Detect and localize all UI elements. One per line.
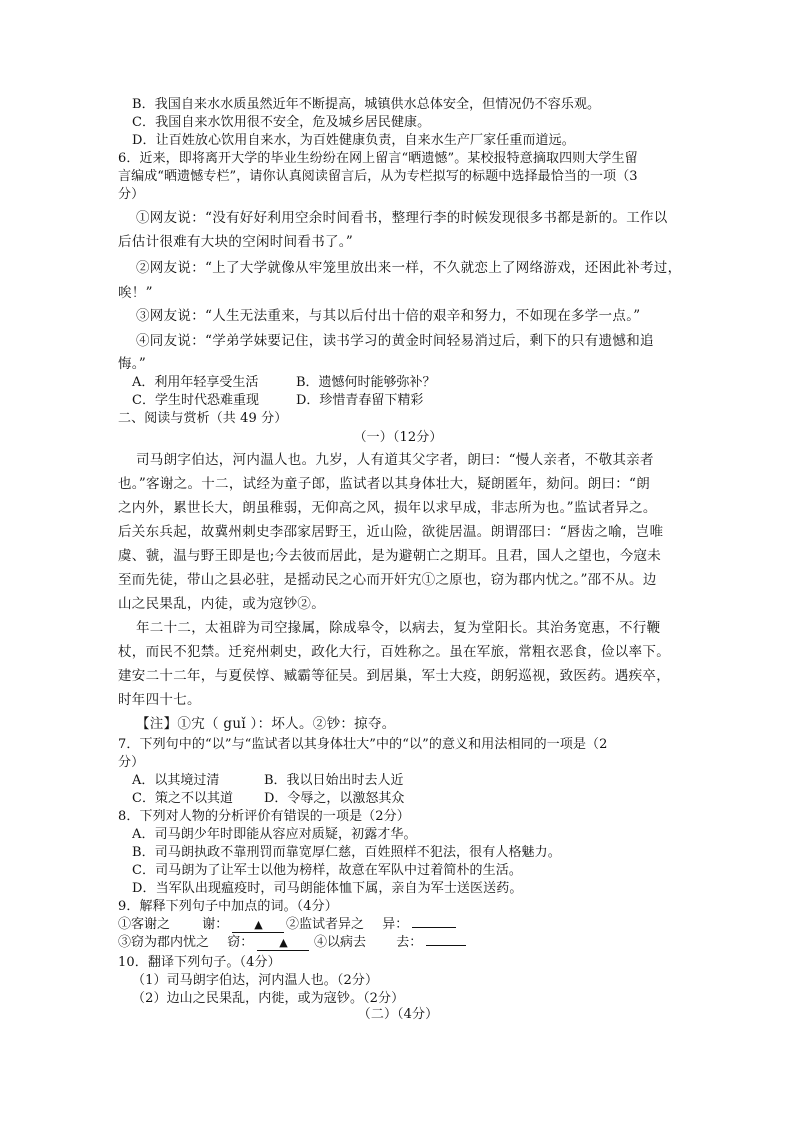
q9-item-4-key: 去： bbox=[396, 935, 423, 950]
q5-option-c: C．我国自来水饮用很不安全，危及城乡居民健康。 bbox=[132, 115, 431, 130]
q9-item-1-phrase: ①客谢之 bbox=[118, 917, 171, 932]
q5-option-b: B．我国自来水水质虽然近年不断提高，城镇供水总体安全，但情况仍不容乐观。 bbox=[132, 97, 601, 112]
q6-comment-2b: 唉！” bbox=[118, 285, 153, 301]
q7-option-b: B．我以日始出时去人近 bbox=[264, 773, 404, 788]
q6-comment-2a: ②网友说：“上了大学就像从牢笼里放出来一样，不久就恋上了网络游戏，还困此补考过， bbox=[136, 260, 682, 276]
passage-p2-line4: 时年四十七。 bbox=[118, 692, 201, 708]
q7-stem-line1: 7．下列句中的“以”与“监试者以其身体壮大”中的“以”的意义和用法相同的一项是（2 bbox=[118, 737, 608, 752]
q6-option-c: C．学生时代恐难重现 bbox=[132, 393, 259, 408]
q7-option-a: A．以其境过清 bbox=[132, 773, 220, 788]
q9-stem: 9．解释下列句子中加点的词。（4分） bbox=[118, 899, 338, 914]
q9-item-2-key: 异： bbox=[382, 917, 409, 932]
q8-option-c: C．司马朗为了让军士以他为榜样，故意在军队中过着简朴的生活。 bbox=[132, 863, 522, 878]
q9-item-4 bbox=[314, 934, 466, 952]
q8-stem: 8．下列对人物的分析评价有错误的一项是（2分） bbox=[118, 809, 410, 824]
q6-stem-line2: 言编成“晒遗憾专栏”，请你认真阅读留言后，从为专栏拟写的标题中选择最恰当的一项（3 bbox=[118, 169, 638, 184]
q6-stem-line1: 6．近来，即将离开大学的毕业生纷纷在网上留言“晒遗憾”。某校报特意摘取四则大学生留 bbox=[118, 151, 638, 166]
q9-item-2-phrase: ②监试者异之 bbox=[286, 917, 365, 932]
q6-option-d: D．珍惜青春留下精彩 bbox=[296, 393, 424, 408]
q9-item-3-phrase: ③窃为郡内忧之 bbox=[118, 935, 210, 950]
q6-option-a: A．利用年轻享受生活 bbox=[132, 375, 259, 390]
q8-option-b: B．司马朗执政不靠刑罚而靠宽厚仁慈，百姓照样不犯法，很有人格魅力。 bbox=[132, 845, 561, 860]
q6-option-b: B．遗憾何时能够弥补？ bbox=[296, 375, 436, 390]
q7-option-d: D．令辱之，以激怒其众 bbox=[264, 791, 405, 806]
triangle-marker-icon: ▲ bbox=[254, 918, 263, 931]
q9-answer-blank-2[interactable] bbox=[412, 927, 456, 928]
q9-item-3 bbox=[118, 934, 309, 952]
passage-p1-line2: 也。”客谢之。十二，试经为童子郎，监试者以其身体壮大，疑朗匿年，劾问。朗曰：“朗 bbox=[118, 476, 651, 492]
passage-p2-line2: 杖，而民不犯禁。迁兖州刺史，政化大行，百姓称之。虽在军旅，常粗衣恶食，俭以率下。 bbox=[118, 644, 670, 660]
q9-answer-blank-3[interactable] bbox=[257, 936, 309, 951]
q9-answer-blank-1[interactable] bbox=[232, 918, 284, 933]
q6-stem-line3: 分） bbox=[118, 187, 145, 202]
part1-heading: （一）（12分） bbox=[353, 430, 443, 445]
q7-option-c: C．策之不以其道 bbox=[132, 791, 233, 806]
q9-item-4-phrase: ④以病去 bbox=[314, 935, 367, 950]
q10-sentence-2: （2）边山之民果乱，内徙，或为寇钞。（2分） bbox=[132, 991, 405, 1006]
q10-sentence-1: （1）司马朗字伯达，河内温人也。（2分） bbox=[132, 973, 379, 988]
q9-item-3-key: 窃： bbox=[227, 935, 254, 950]
part2-heading: （二）（4分） bbox=[357, 1007, 439, 1022]
q10-stem: 10．翻译下列句子。（4分） bbox=[118, 955, 281, 970]
section2-heading: 二、阅读与赏析（共 49 分） bbox=[118, 411, 288, 426]
q9-item-1 bbox=[118, 916, 284, 934]
q9-item-2 bbox=[286, 916, 456, 934]
q6-comment-4b: 悔。” bbox=[118, 356, 147, 372]
passage-p1-line1: 司马朗字伯达，河内温人也。九岁，人有道其父字者，朗曰：“慢人亲者，不敬其亲者 bbox=[136, 452, 654, 468]
passage-p1-line3: 之内外，累世长大，朗虽稚弱，无仰高之风，损年以求早成，非志所为也。”监试者异之。 bbox=[118, 500, 657, 516]
q7-stem-line2: 分） bbox=[118, 755, 145, 770]
q9-item-1-key: 谢： bbox=[202, 917, 229, 932]
q8-option-a: A．司马朗少年时即能从容应对质疑，初露才华。 bbox=[132, 827, 417, 842]
q6-comment-1a: ①网友说：“没有好好利用空余时间看书，整理行李的时候发现很多书都是新的。工作以 bbox=[136, 210, 668, 226]
passage-p2-line3: 建安二十二年，与夏侯惇、臧霸等征吴。到居巢，军士大疫，朗躬巡视，致医药。遇疾卒， bbox=[118, 668, 670, 684]
passage-p1-line6: 至而先徒，带山之县必驻，是摇动民之心而开奸宄①之原也，窃为郡内忧之。”邵不从。边 bbox=[118, 572, 657, 588]
passage-note: 【注】①宄（ guǐ ）：坏人。②钞：掠夺。 bbox=[136, 716, 396, 732]
q9-answer-blank-4[interactable] bbox=[426, 945, 466, 946]
q6-comment-4a: ④同友说：“学弟学妹要记住，读书学习的黄金时间轻易消过后，剩下的只有遗憾和追 bbox=[136, 333, 654, 349]
q6-comment-1b: 后估计很难有大块的空闲时间看书了。” bbox=[118, 234, 354, 250]
triangle-marker-icon: ▲ bbox=[279, 936, 288, 949]
q8-option-d: D．当军队出现瘟疫时，司马朗能体恤下属，亲自为军士送医送药。 bbox=[132, 881, 523, 896]
passage-p1-line5: 虞、虢，温与野王即是也;今去彼而居此，是为避朝亡之期耳。且君，国人之望也，今寇未 bbox=[118, 548, 662, 564]
passage-p1-line7: 山之民果乱，内徒，或为寇钞②。 bbox=[118, 596, 325, 612]
passage-p1-line4: 后关东兵起，故冀州刺史李邵家居野王，近山险，欲徙居温。朗谓邵曰：“唇齿之喻，岂唯 bbox=[118, 524, 664, 540]
q6-comment-3: ③网友说：“人生无法重来，与其以后付出十倍的艰辛和努力，不如现在多学一点。” bbox=[136, 308, 641, 324]
passage-p2-line1: 年二十二，太祖辟为司空掾属，除成皋令，以病去，复为堂阳长。其治务宽惠，不行鞭 bbox=[136, 620, 661, 636]
q5-option-d: D．让百姓放心饮用自来水，为百姓健康负责，自来水生产厂家任重而道远。 bbox=[132, 133, 575, 148]
